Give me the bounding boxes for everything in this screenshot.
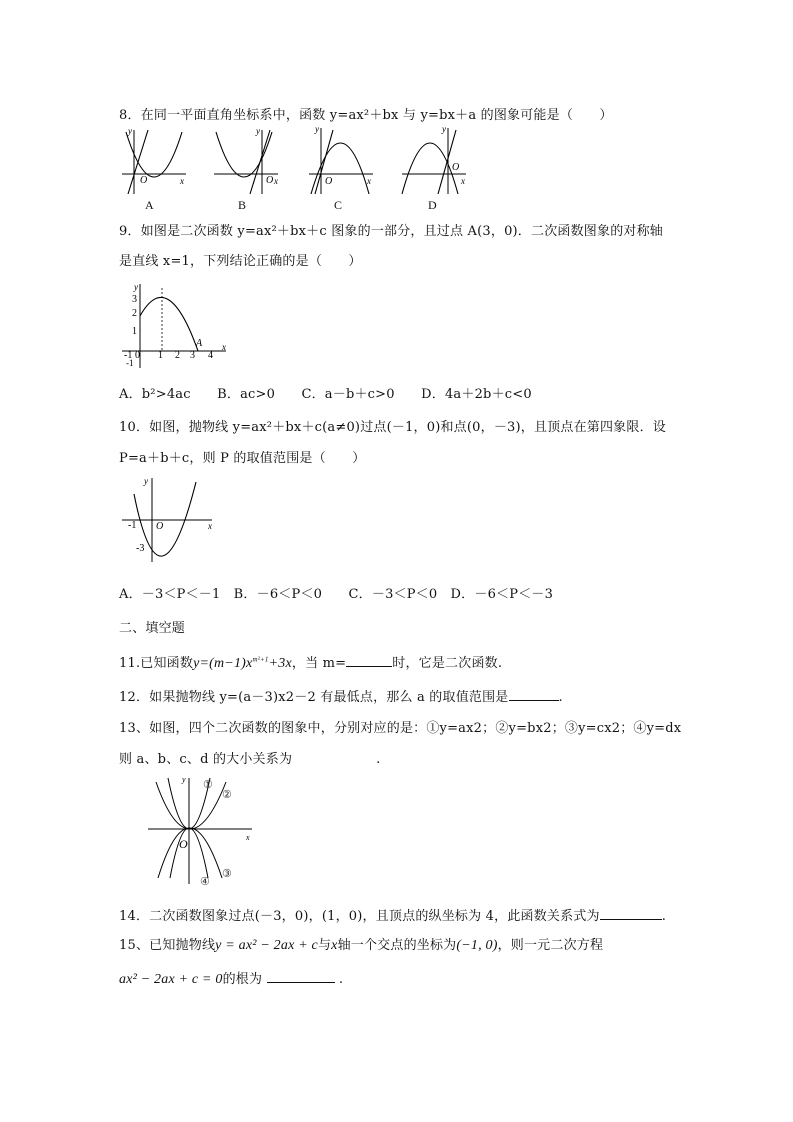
q15-parabola: y = ax² − 2ax + c [215,938,318,953]
q10-graph [118,474,218,566]
curve-4-mark: ④ [200,876,210,888]
q14-answer-blank[interactable] [600,907,662,920]
q14-tail: . [661,909,667,924]
q15-answer-blank[interactable] [267,970,335,983]
tick-x-neg1: -1 [124,350,133,361]
q8-text: 8．在同一平面直角坐标系中，函数 y=ax²＋bx 与 y=bx＋a 的图象可能是（ ） [119,108,613,123]
point-a-label: A [196,338,203,349]
q15-part-d: ，则一元二次方程 [497,938,604,953]
y-axis-label: y [144,476,148,486]
tick-x-4: 4 [208,350,213,361]
q8-label-b: B [238,198,247,212]
q9-graph [118,280,230,370]
q15-x: x [331,938,338,953]
q15-line2 [119,968,343,988]
tick-y-neg1: -1 [126,358,134,368]
origin-label: O [452,162,460,173]
tick-y-3: 3 [132,294,137,305]
q12-tail: . [558,690,563,705]
q8-graph-a [118,122,190,198]
tick-x-1: 1 [158,350,163,361]
q15-part-a: 15、已知抛物线 [119,938,216,953]
x-axis-label: x [367,176,371,186]
tick-y-neg3: -3 [136,543,145,554]
q13-line2 [119,748,380,767]
y-axis-label: y [256,126,260,136]
q9-options: A．b²>4ac B．ac>0 C．a－b＋c>0 D．4a＋2b＋c<0 [119,387,532,402]
q15-part-c: 轴一个交点的坐标为 [337,938,457,953]
y-axis-label: y [315,124,319,134]
y-axis-label: y [442,124,446,134]
q8-graph-c [305,122,377,198]
origin-label: O [179,837,188,851]
x-axis-label: x [274,176,278,186]
q14 [119,905,666,924]
q13-line1: 13、如图，四个二次函数的图象中，分别对应的是：①y=ax2；②y=bx2；③y=cx2；④y=dx [119,721,682,736]
q11-prefix: 11.已知函数 [119,656,194,671]
tick-y-2: 2 [132,308,137,319]
q8-label-c: C [334,198,343,212]
q15-part-b: 与 [317,938,332,953]
y-axis-label: y [134,282,138,292]
origin-label: O [140,175,148,186]
q8-label-a: A [145,198,154,212]
curve-2-mark: ② [222,789,232,801]
q11-formula: $y=(m-1)x^{m^2+1}+3x$ [193,655,292,671]
q15-line2-text: 的根为 [222,972,263,987]
q8-label-d: D [428,198,437,212]
x-axis-label: x [208,521,212,531]
q12-answer-blank[interactable] [509,688,559,701]
q14-text: 14．二次函数图象过点(－3，0)，(1，0)，且顶点的纵坐标为 4，此函数关系式为 [119,909,600,924]
x-axis-label: x [246,833,250,842]
origin-label: O [266,175,274,186]
q10-line1: 10．如图，抛物线 y=ax²＋bx＋c(a≠0)过点(－1，0)和点(0，－3)，且顶点在第四象限．设 [119,420,666,435]
q12-text: 12．如果抛物线 y=(a－3)x2－2 有最低点，那么 a 的取值范围是 [119,690,509,705]
q15-line1 [119,934,603,954]
q13-line2-text: 则 a、b、c、d 的大小关系为 [119,752,293,767]
q13-tail: . [376,752,381,767]
x-axis-label: x [180,176,184,186]
q8-graph-d [398,122,470,198]
tick-x-neg1: -1 [128,520,137,531]
origin-label: O [156,521,164,532]
tick-x-2: 2 [175,350,180,361]
q11 [119,652,502,672]
q11-answer-blank[interactable] [346,654,392,667]
y-axis-label: y [128,126,132,136]
tick-x-0: 0 [135,350,140,361]
q10-line2: P=a＋b＋c，则 P 的取值范围是（ ） [119,451,366,466]
q8-graph-b [210,122,282,198]
x-axis-label: x [222,342,226,352]
curve-1-mark: ① [203,779,213,791]
tick-y-1: 1 [132,326,137,337]
q15-point: (−1, 0) [456,938,498,953]
origin-label: O [325,176,333,187]
curve-3-mark: ③ [222,868,232,880]
q9-line1: 9．如图是二次函数 y=ax²＋bx＋c 图象的一部分，且过点 A(3，0)．二次函数图象的对称轴 [119,224,664,239]
y-axis-label: y [182,775,186,784]
q12 [119,686,563,705]
q10-options: A．－3＜P＜－1 B．－6＜P＜0 C．－3＜P＜0 D．－6＜P＜－3 [119,587,554,602]
q11-suffix: ，当 m= [291,656,347,671]
q13-graph [146,774,256,888]
x-axis-label: x [461,176,465,186]
q9-line2: 是直线 x=1，下列结论正确的是（ ） [119,254,362,269]
section2-title: 二、填空题 [119,621,186,636]
q11-tail: 时，它是二次函数. [392,656,503,671]
q15-equation: ax² − 2ax + c = 0 [119,972,223,987]
q15-tail: . [338,972,344,987]
tick-x-3: 3 [190,350,195,361]
